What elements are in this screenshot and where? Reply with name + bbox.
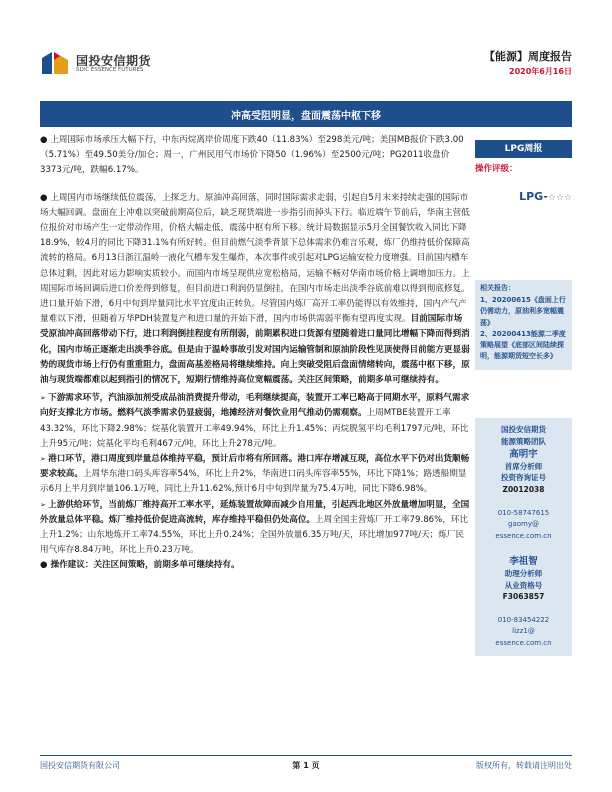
rating-value: LPG-: [519, 190, 548, 203]
related-reports-heading: 相关报告：: [480, 284, 515, 292]
footer-company: 国投安信期货有限公司: [40, 761, 120, 770]
bullet-upstream: [40, 498, 470, 559]
report-type: 【能源】周度报告: [484, 50, 572, 63]
analyst-name: 高明宇: [509, 449, 538, 461]
market-analysis: [40, 191, 470, 389]
footer-divider: [40, 755, 572, 756]
analyst-email-domain: essence.com.cn: [495, 531, 552, 540]
main-content: [40, 133, 470, 574]
market-summary: ● 上周国际市场承压大幅下行，中东丙烷离岸价周度下跌40（11.83%）至298美元/吨；美国MB报价下跌3.00（5.71%）至49.50美分/加仑；周一，广州民用气市场价下降50（1.96%）至2500元/吨；PG2011收盘价3373元/吨，跌幅6.17%。: [40, 135, 464, 176]
arrow-bullet-icon: ➢: [40, 500, 49, 509]
analyst-phone: 010-83454222: [497, 615, 550, 624]
rating-stars-icon: ☆☆☆: [547, 193, 572, 203]
team-org: 国投安信期货: [501, 425, 546, 434]
analyst-email-user[interactable]: gaomy@: [508, 520, 539, 529]
upstream-data: 上周全国主营炼厂开工率79.86%，环比上升1.2%；山东地炼开工率74.55%，环比上升0.24%；全国外放量6.35万吨/天，环比增加977吨/天；炼厂民用气库存8.84万吨，环比上升0.23万吨。: [40, 514, 469, 556]
analyst-title: 助理分析师: [504, 568, 543, 578]
related-reports: [475, 280, 572, 370]
arrow-bullet-icon: ➢: [40, 455, 49, 464]
analyst-name: 李祖智: [509, 556, 538, 568]
downstream-data: 上周MTBE装置开工率43.32%，环比下降2.98%；烷基化装置开工率49.94%，环比上升1.45%；丙烷脱氢平均毛利1797元/吨，环比上升95元/吨；烷基化平均毛利467元/吨，环比上升278元/吨。: [40, 408, 469, 449]
analyst-license: Z0012038: [502, 484, 545, 494]
logo-mark-icon: [40, 48, 70, 78]
report-tag: LPG周报: [475, 140, 572, 158]
port-data: 上周华东港口码头库容率54%，环比上升2%，华南进口码头库容率55%，环比下降1%；路透船期显示6月上半月到岸量106.1万吨，同比上升11.62%,预计6月中旬到岸量为75.4万吨，同比下降6.98%。: [40, 469, 467, 495]
team-name: 能源策略团队: [501, 436, 546, 446]
analyst-license: F3063857: [502, 592, 545, 602]
bullet-port: [40, 452, 470, 498]
related-report-link[interactable]: 2、20200413能源二季度策略展望《底部区间陆续探明，能源期货短空长多》: [480, 329, 566, 361]
report-date: 2020年6月16日: [509, 67, 572, 76]
analyst-license-label: 投资咨询证号: [501, 473, 546, 483]
arrow-bullet-icon: ➢: [40, 394, 49, 403]
rating: [480, 190, 572, 203]
title-banner: [40, 101, 572, 127]
market-analysis-text: ● 上周国内市场继续低位震荡，上探乏力。原油冲高回落，同时国际需求走弱，引起自5月末来持续走强的国际市场大幅回调。盘面在上冲难以突破前期高位后，缺乏现货端进一步指引而掉头下行。临近端午节前后，华南主营低位报价对市场产生一定带动作用，价格大幅走低，震荡中枢有所下移。统计局数据显示5月全国餐饮收入同比下降18.9%，较4月的同比下降31.1%有所好转。但目前燃气淡季背景下总体需求仍难言乐观，炼厂仍维持低价保障高流转的格局。6月13日浙江温岭一液化气槽车发生爆炸，本次事件或引起对LPG运输安检力度增强。目前国内槽车总体过剩，因此对运力影响实质较小。而国内市场呈现供应宽松格局，运输不畅对华南市场价格上调增加压力。上周国际市场回调后进口价差得到修复，但目前进口利润仍显倒挂，在国内市场走出淡季谷底前难以得到彻底修复。进口量开始下滑，6月中旬到岸量同比水平宜度由正转负。尽管国内炼厂高开工率仍能得以有效维持，国内产气产量难以下滑，但随着万华PDH装置复产和进口量的开始下滑，国内市场供需弱平衡有望再度实现。: [40, 192, 470, 325]
bullet-downstream: [40, 391, 470, 452]
company-logo: [40, 48, 210, 78]
analyst-license-label: 从业资格号: [504, 580, 543, 590]
rating-label: 操作评级：: [475, 164, 518, 174]
market-analysis-conclusion: 目前国际市场受原油冲高回落带动下行，进口利润倒挂程度有所削弱，前期累积进口货源有望随着进口量同比增幅下降而得到消化，国内市场正逐渐走出淡季谷底。但是由于温岭事故引发对国内运输管制和原油阶段性见顶使得目前能方更显弱势的现货市场上行仍有重重阻力，盘面高基差格局将继续维持。向上突破受阻后盘面情绪转向，震荡中枢下移，原油与现货端都难以起到指引的情况下，短期行情维持高位宽幅震荡。关注区间策略，前期多单可继续持有。: [40, 314, 470, 386]
analyst-phone: 010-58747615: [497, 508, 550, 517]
page-number: 第 1 页: [292, 761, 320, 770]
downstream-highlight: 下游需求环节，汽油添加剂受成品油消费提升带动，毛利继续提高，装置开工率已略高于同期水平，原料气需求向好支撑北方市场。燃料气淡季需求仍显疲弱，地摊经济对餐饮业用气推动仍需观察。: [40, 393, 470, 419]
analyst-team: [475, 418, 572, 656]
analyst-email-user[interactable]: lizz1@: [512, 627, 535, 636]
related-report-link[interactable]: 1、20200615《盘面上行仍需动力，原油利多宽幅震荡》: [480, 296, 566, 327]
port-highlight: 港口环节，港口周度到岸量总体维持平稳，预计后市将有所回落。港口库存增减互现，高位水平下仍对出货顺畅要求较高。: [40, 454, 470, 480]
footer-copyright: 版权所有，转载请注明出处: [476, 761, 572, 770]
logo-name-cn: 国投安信期货: [76, 54, 152, 68]
upstream-highlight: 上游供给环节，当前炼厂维持高开工率水平，延炼装置故障而减少自用量，引起西北地区外放量增加明显，全国外放量总体平稳。炼厂维持低价促进高流转，库存维持平稳但仍处高位。: [40, 499, 470, 525]
operation-advice: ● 操作建议：关注区间策略，前期多单可继续持有。: [40, 560, 240, 571]
analyst-title: 首席分析师: [504, 461, 543, 471]
analyst-email-domain: essence.com.cn: [495, 638, 552, 647]
report-title: 冲高受阻明显，盘面震荡中枢下移: [231, 111, 381, 122]
logo-name-en: SDIC ESSENCE FUTURES: [76, 67, 144, 73]
